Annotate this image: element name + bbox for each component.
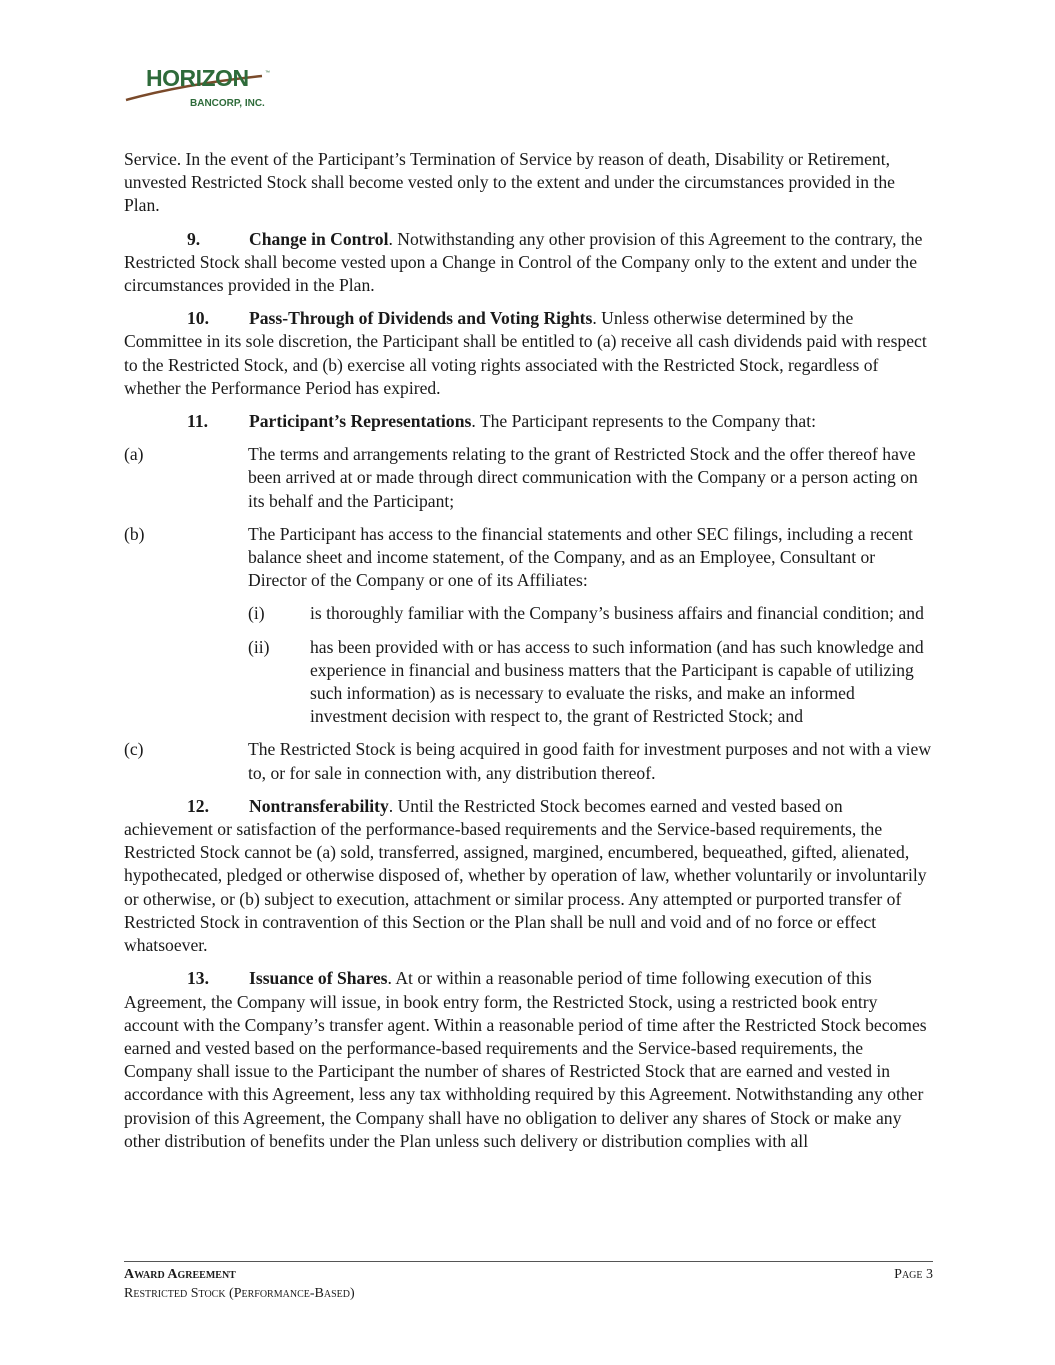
page-footer [124, 1265, 933, 1303]
footer-subtitle: Restricted Stock (Performance-Based) [124, 1286, 355, 1301]
section-title: Change in Control [249, 228, 389, 249]
item-text: is thoroughly familiar with the Company’s business affairs and financial condition; and [310, 603, 924, 624]
section-12 [124, 795, 932, 957]
horizon-bancorp-logo [124, 62, 284, 112]
item-label: (ii) [248, 636, 270, 657]
sub-item-i [248, 602, 932, 625]
section-13 [124, 967, 932, 1153]
section-text: . Notwithstanding any other provision of this Agreement to the contrary, the Restricted Stock shall become vested upon a Change in Control of the Company only to the extent and under the circumstances provided in the Plan. [124, 228, 923, 296]
item-label: (a) [124, 444, 144, 465]
item-label: (c) [124, 739, 144, 760]
item-label: (b) [124, 523, 145, 544]
intro-paragraph: Service. In the event of the Participant’s Termination of Service by reason of death, Disability or Retirement, unvested Restricted Stock shall become vested only to the extent and under the circumstances provided in the Plan. [124, 149, 895, 216]
footer-divider [124, 1261, 933, 1262]
section-title: Nontransferability [249, 795, 389, 816]
page-number: Page 3 [894, 1267, 933, 1282]
item-text: The Participant has access to the financial statements and other SEC filings, including a recent balance sheet and income statement, of the Company, and as an Employee, Consultant or Director of the Company or one of its Affiliates: [248, 523, 913, 591]
item-text: The Restricted Stock is being acquired in good faith for investment purposes and not with a view to, or for sale in connection with, any distribution thereof. [248, 739, 932, 783]
logo-subtitle: BANCORP, INC. [190, 98, 265, 109]
item-text: The terms and arrangements relating to the grant of Restricted Stock and the offer thereof have been arrived at or made through direct communication with the Company or a person acting on its behalf and the Participant; [248, 444, 918, 511]
section-number: 13. [187, 968, 209, 989]
section-10 [124, 307, 932, 400]
list-item-a [124, 443, 932, 513]
section-number: 10. [187, 308, 209, 329]
section-text: . Until the Restricted Stock becomes earned and vested based on achievement or satisfaction of the performance-based requirements and the Service-based requirements, the Restricted Stock cannot be (a) sold, transferred, assigned, margined, encumbered, bequeathed, gifted, alienated, hypothecated, pledged or otherwise disposed of, whether by operation of law, whether voluntarily or involuntarily or otherwise, or (b) subject to execution, attachment or similar process. Any attempted or purported transfer of Restricted Stock in contravention of this Section or the Plan shall be null and void and of no force or effect whatsoever. [124, 795, 927, 956]
sub-item-ii [248, 636, 932, 729]
section-number: 11. [187, 411, 209, 432]
section-title: Participant’s Representations [249, 411, 472, 432]
logo-wordmark: HORIZON [146, 65, 249, 91]
item-text: has been provided with or has access to such information (and has such knowledge and experience in financial and business matters that the Participant is capable of utilizing such information) as is necessary to evaluate the risks, and make an informed investment decision with respect to, the grant of Restricted Stock; and [310, 636, 924, 727]
document-body [124, 148, 932, 1163]
section-title: Pass-Through of Dividends and Voting Rights [249, 308, 593, 329]
section-title: Issuance of Shares [249, 968, 388, 989]
section-text: . The Participant represents to the Company that: [471, 411, 816, 432]
item-label: (i) [248, 603, 265, 624]
list-item-b [124, 523, 932, 593]
footer-title: Award Agreement [124, 1267, 236, 1282]
section-number: 9. [187, 228, 201, 249]
section-number: 12. [187, 795, 209, 816]
section-9 [124, 228, 932, 298]
section-11 [124, 410, 932, 433]
list-item-c [124, 738, 932, 784]
section-text: . Unless otherwise determined by the Committee in its sole discretion, the Participant shall be entitled to (a) receive all cash dividends paid with respect to the Restricted Stock, and (b) exercise all voting rights associated with the Restricted Stock, regardless of whether the Performance Period has expired. [124, 308, 927, 398]
section-text: . At or within a reasonable period of time following execution of this Agreement, the Company will issue, in book entry form, the Restricted Stock, using a restricted book entry account with the Company’s transfer agent. Within a reasonable period of time after the Restricted Stock becomes earned and vested based on the performance-based requirements and the Service-based requirements, the Company shall issue to the Participant the number of shares of Restricted Stock that are earned and vested in accordance with this Agreement, less any tax withholding required by this Agreement. Notwithstanding any other provision of this Agreement, the Company shall have no obligation to deliver any shares of Stock or make any other distribution of benefits under the Plan unless such delivery or distribution complies with all [124, 968, 927, 1151]
logo-tm: ™ [265, 70, 270, 76]
